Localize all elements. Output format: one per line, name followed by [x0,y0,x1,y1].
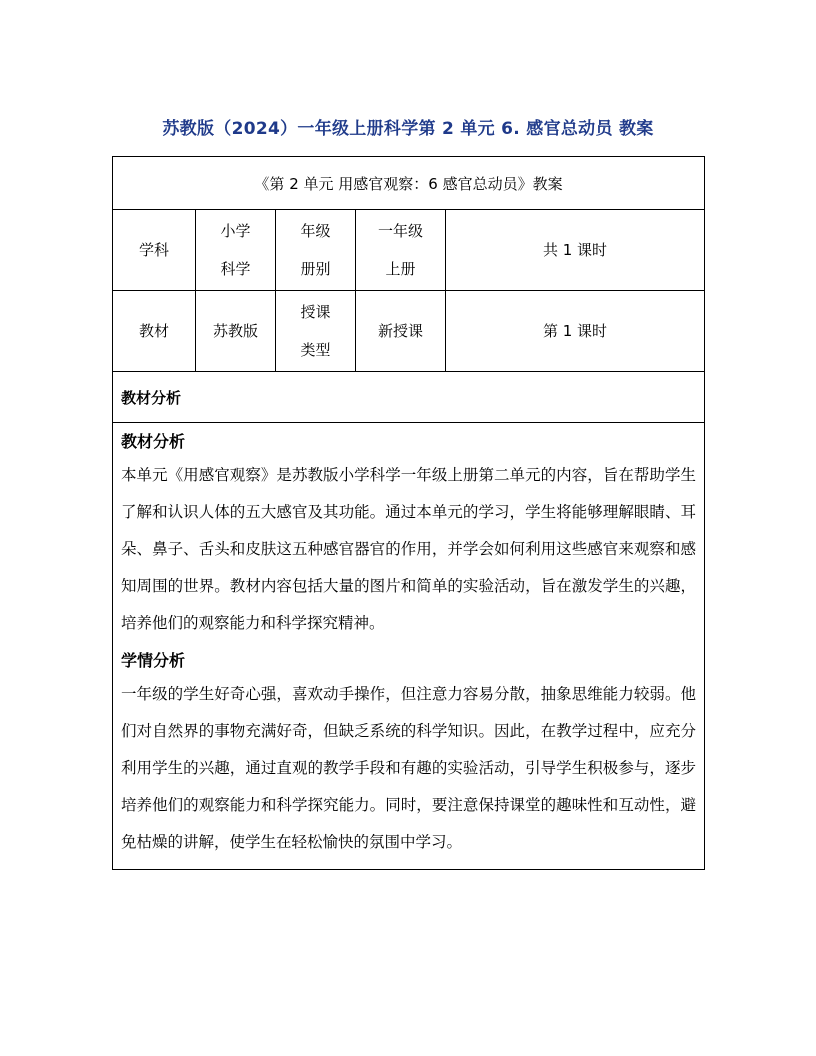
document-title: 苏教版（2024）一年级上册科学第 2 单元 6. 感官总动员 教案 [162,119,654,139]
lesson-type-label-line2: 类型 [300,341,331,359]
grade-value [356,210,446,291]
subject-label: 学科 [113,210,196,291]
textbook-analysis-heading: 教材分析 [121,432,186,451]
section-title: 教材分析 [113,372,705,423]
subject-value-line2: 科学 [220,260,251,278]
grade-label [276,210,356,291]
lesson-type-label-line1: 授课 [300,303,331,321]
learner-analysis-text: 一年级的学生好奇心强，喜欢动手操作，但注意力容易分散，抽象思维能力较弱。他们对自然界的事物充满好奇，但缺乏系统的科学知识。因此，在教学过程中，应充分利用学生的兴趣，通过直观的教学手段和有趣的实验活动，引导学生积极参与，逐步培养他们的观察能力和科学探究能力。同时，要注意保持课堂的趣味性和互动性，避免枯燥的讲解，使学生在轻松愉快的氛围中学习。 [121,685,697,851]
subject-value [196,210,276,291]
learner-analysis-heading: 学情分析 [121,651,186,670]
total-hours: 共 1 课时 [446,210,705,291]
grade-value-line2: 上册 [385,260,416,278]
table-row [113,291,705,372]
current-hour: 第 1 课时 [446,291,705,372]
grade-label-line2: 册别 [300,260,331,278]
lesson-type-value: 新授课 [356,291,446,372]
textbook-analysis-text: 本单元《用感官观察》是苏教版小学科学一年级上册第二单元的内容，旨在帮助学生了解和认识人体的五大感官及其功能。通过本单元的学习，学生将能够理解眼睛、耳朵、鼻子、舌头和皮肤这五种感官器官的作用，并学会如何利用这些感官来观察和感知周围的世界。教材内容包括大量的图片和简单的实验活动，旨在激发学生的兴趣，培养他们的观察能力和科学探究精神。 [121,466,697,632]
textbook-label: 教材 [113,291,196,372]
subject-value-line1: 小学 [220,222,251,240]
analysis-content [113,423,705,870]
lesson-type-label [276,291,356,372]
lesson-plan-table [112,156,705,870]
grade-label-line1: 年级 [300,222,331,240]
textbook-value: 苏教版 [196,291,276,372]
table-header: 《第 2 单元 用感官观察：6 感官总动员》教案 [113,157,705,210]
table-row [113,210,705,291]
grade-value-line1: 一年级 [377,222,423,240]
